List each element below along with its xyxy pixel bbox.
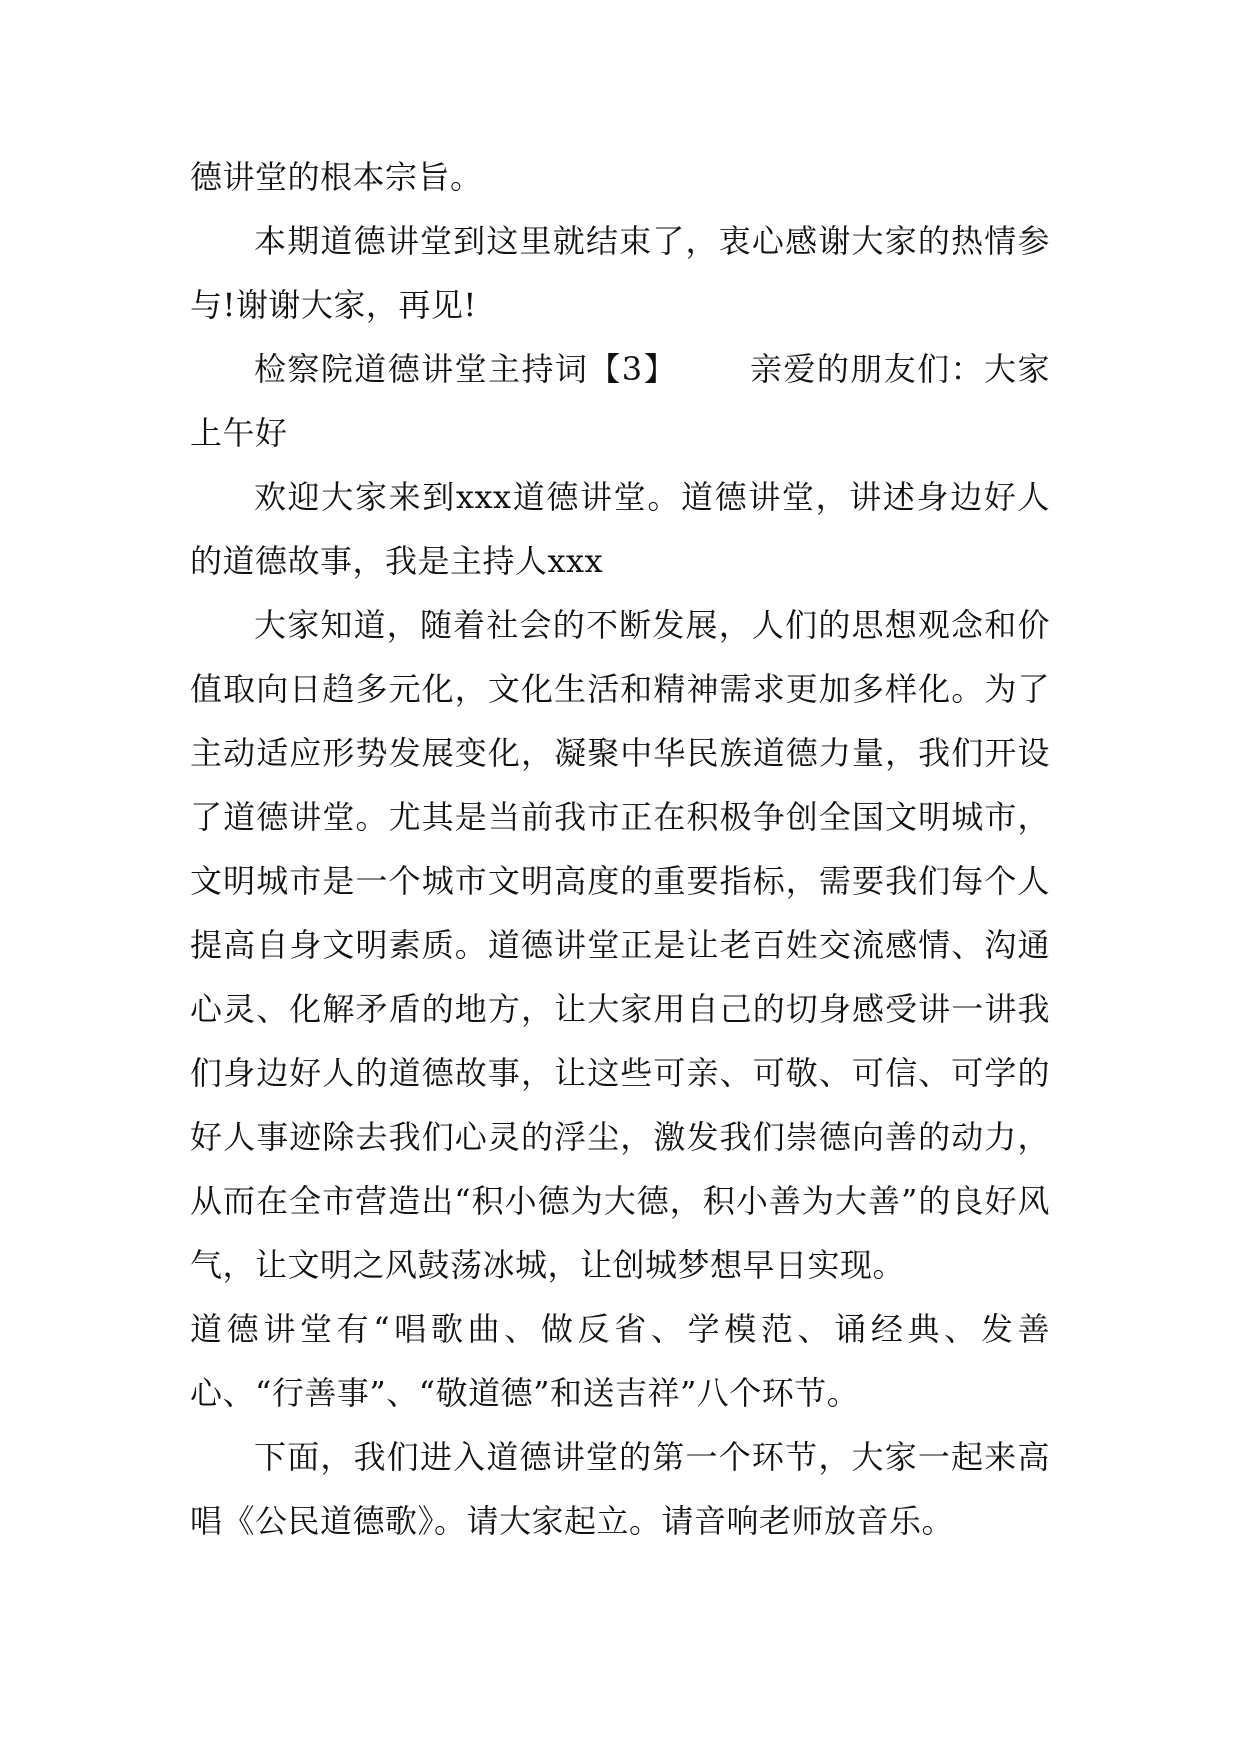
paragraph-closing: 本期道德讲堂到这里就结束了，衷心感谢大家的热情参与!谢谢大家，再见! (190, 222, 1050, 324)
paragraph-welcome: 欢迎大家来到xxx道德讲堂。道德讲堂，讲述身边好人的道德故事，我是主持人xxx (190, 478, 1050, 580)
document-body (190, 145, 1050, 1553)
section-greeting: 亲爱的朋友们：大家上午好 (190, 350, 1050, 452)
paragraph-first-section: 下面，我们进入道德讲堂的第一个环节，大家一起来高唱《公民道德歌》。请大家起立。请音响老师放音乐。 (190, 1438, 1050, 1540)
paragraph-background: 大家知道，随着社会的不断发展，人们的思想观念和价值取向日趋多元化，文化生活和精神需求更加多样化。为了主动适应形势发展变化，凝聚中华民族道德力量，我们开设了道德讲堂。尤其是当前我市正在积极争创全国文明城市，文明城市是一个城市文明高度的重要指标，需要我们每个人提高自身文明素质。道德讲堂正是让老百姓交流感情、沟通心灵、化解矛盾的地方，让大家用自己的切身感受讲一讲我们身边好人的道德故事，让这些可亲、可敬、可信、可学的好人事迹除去我们心灵的浮尘，激发我们崇德向善的动力，从而在全市营造出“积小德为大德，积小善为大善”的良好风气，让文明之风鼓荡冰城，让创城梦想早日实现。 (190, 606, 1050, 1284)
section-heading (190, 337, 1050, 465)
section-title: 检察院道德讲堂主持词【3】 (254, 350, 678, 388)
paragraph-continuation: 德讲堂的根本宗旨。 (190, 158, 483, 196)
paragraph-sections: 道德讲堂有“唱歌曲、做反省、学模范、诵经典、发善心、“行善事”、“敬道德”和送吉祥”八个环节。 (190, 1310, 1050, 1412)
